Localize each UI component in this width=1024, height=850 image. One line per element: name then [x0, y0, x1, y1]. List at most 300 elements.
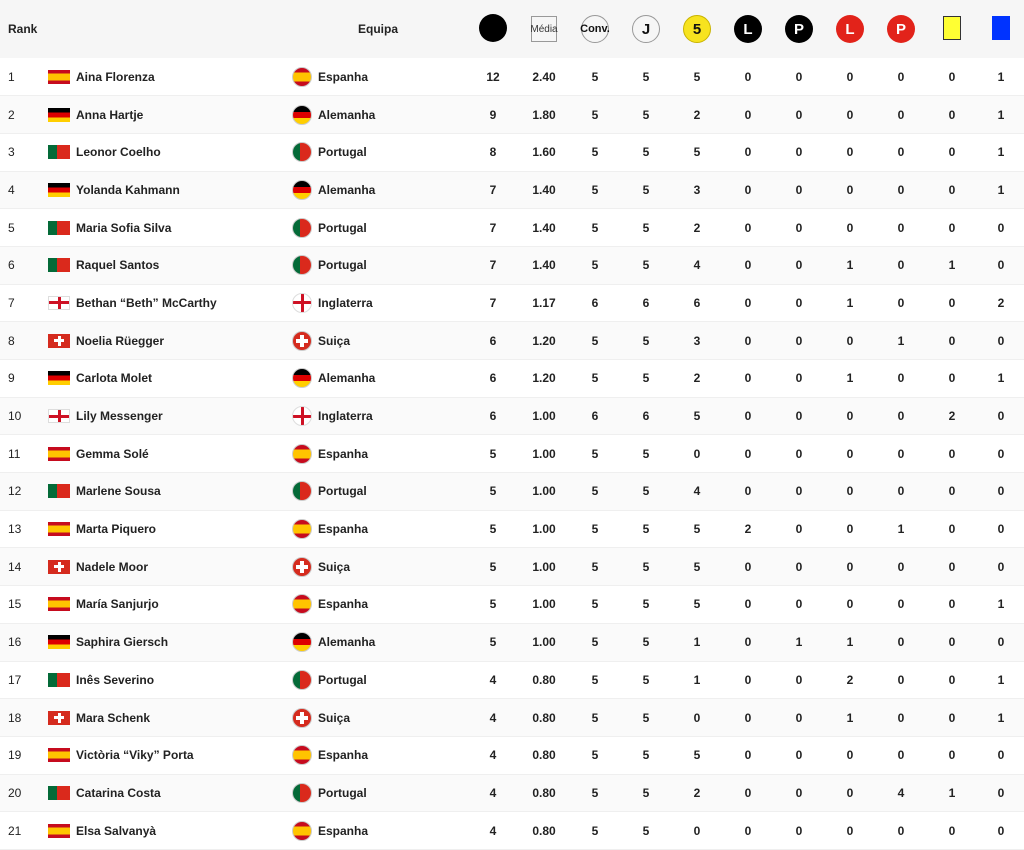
blue-card-icon: [992, 16, 1010, 40]
table-row: [0, 510, 1024, 548]
l-red-cell: 0: [824, 812, 876, 850]
p-red-cell: 4: [876, 774, 926, 812]
yellow-card-cell: 0: [926, 623, 978, 661]
five-cell: 1: [672, 623, 722, 661]
team-name[interactable]: Espanha: [318, 748, 369, 763]
games-cell: 5: [620, 510, 672, 548]
team-name[interactable]: Portugal: [318, 484, 367, 499]
p-red-cell: 1: [876, 510, 926, 548]
l-black-cell: 0: [722, 473, 774, 511]
p-black-cell: 0: [774, 812, 824, 850]
blue-card-cell: 2: [978, 284, 1024, 322]
goals-cell: 5: [468, 623, 518, 661]
p-black-cell: 0: [774, 284, 824, 322]
player-cell: [48, 623, 292, 661]
p-red-header[interactable]: [876, 0, 926, 58]
goals-cell: 8: [468, 133, 518, 171]
goals-cell: 5: [468, 586, 518, 624]
team-cell: [292, 322, 468, 360]
blue-card-cell: 0: [978, 774, 1024, 812]
l-red-cell: 0: [824, 133, 876, 171]
pt-team-flag-icon: [292, 783, 312, 803]
team-name[interactable]: Portugal: [318, 785, 367, 800]
player-cell: [48, 58, 292, 96]
team-name[interactable]: Alemanha: [318, 635, 376, 650]
p-black-header[interactable]: [774, 0, 824, 58]
media-icon: Média: [531, 16, 557, 42]
goals-cell: 12: [468, 58, 518, 96]
player-name[interactable]: Inês Severino: [76, 672, 155, 687]
pt-flag-icon: [48, 786, 70, 800]
l-red-cell: 0: [824, 209, 876, 247]
team-cell: [292, 133, 468, 171]
team-name[interactable]: Suiça: [318, 333, 351, 348]
player-cell: [48, 473, 292, 511]
games-cell: 5: [620, 548, 672, 586]
l-black-cell: 0: [722, 322, 774, 360]
team-cell: [292, 623, 468, 661]
player-name[interactable]: Marlene Sousa: [76, 484, 161, 499]
es-flag-icon: [48, 70, 70, 84]
es-team-flag-icon: [292, 594, 312, 614]
de-flag-icon: [48, 183, 70, 197]
goals-cell: 5: [468, 510, 518, 548]
team-name[interactable]: Espanha: [318, 597, 369, 612]
conv-cell: 5: [570, 699, 620, 737]
es-team-flag-icon: [292, 745, 312, 765]
team-header[interactable]: Equipa: [358, 22, 399, 36]
games-cell: 5: [620, 473, 672, 511]
team-name[interactable]: Espanha: [318, 69, 369, 84]
l-black-cell: 0: [722, 736, 774, 774]
rank-cell: 13: [0, 510, 48, 548]
goals-cell: 4: [468, 812, 518, 850]
p-red-icon: P: [887, 15, 915, 43]
blue-card-cell: 1: [978, 661, 1024, 699]
games-cell: 5: [620, 661, 672, 699]
team-name[interactable]: Alemanha: [318, 107, 376, 122]
en-flag-icon: [48, 409, 70, 423]
rank-cell: 6: [0, 246, 48, 284]
media-cell: 0.80: [518, 661, 570, 699]
table-row: [0, 812, 1024, 850]
team-cell: [292, 736, 468, 774]
rank-cell: 4: [0, 171, 48, 209]
goals-cell: 6: [468, 360, 518, 398]
l-red-cell: 1: [824, 699, 876, 737]
yellow-card-cell: 2: [926, 397, 978, 435]
blue-card-cell: 1: [978, 171, 1024, 209]
team-name[interactable]: Inglaterra: [318, 409, 373, 424]
yellow-card-cell: 0: [926, 58, 978, 96]
l-black-icon: L: [734, 15, 762, 43]
conv-cell: 5: [570, 548, 620, 586]
l-red-header[interactable]: [824, 0, 876, 58]
pt-team-flag-icon: [292, 255, 312, 275]
rank-cell: 15: [0, 586, 48, 624]
l-red-cell: 0: [824, 435, 876, 473]
header-row: [0, 0, 1024, 58]
blue-card-cell: 0: [978, 397, 1024, 435]
p-red-cell: 1: [876, 322, 926, 360]
goals-header[interactable]: [468, 0, 518, 58]
table-row: [0, 209, 1024, 247]
yellow-card-cell: 0: [926, 661, 978, 699]
games-cell: 5: [620, 586, 672, 624]
table-row: [0, 322, 1024, 360]
blue-card-cell: 1: [978, 360, 1024, 398]
rank-cell: 14: [0, 548, 48, 586]
p-red-cell: 0: [876, 360, 926, 398]
conv-cell: 5: [570, 661, 620, 699]
p-red-cell: 0: [876, 812, 926, 850]
l-black-cell: 0: [722, 699, 774, 737]
ch-flag-icon: [48, 560, 70, 574]
games-cell: 5: [620, 812, 672, 850]
blue-card-cell: 1: [978, 586, 1024, 624]
p-red-cell: 0: [876, 699, 926, 737]
table-row: [0, 435, 1024, 473]
p-black-cell: 0: [774, 774, 824, 812]
five-cell: 0: [672, 435, 722, 473]
player-cell: [48, 171, 292, 209]
l-red-cell: 2: [824, 661, 876, 699]
es-flag-icon: [48, 447, 70, 461]
en-team-flag-icon: [292, 406, 312, 426]
goals-icon: [479, 14, 507, 42]
p-black-cell: 0: [774, 360, 824, 398]
l-red-cell: 0: [824, 171, 876, 209]
team-name[interactable]: Suiça: [318, 559, 351, 574]
conv-cell: 5: [570, 736, 620, 774]
player-cell: [48, 397, 292, 435]
team-cell: [292, 586, 468, 624]
player-name[interactable]: Raquel Santos: [76, 258, 160, 273]
l-red-cell: 0: [824, 473, 876, 511]
games-cell: 5: [620, 171, 672, 209]
de-flag-icon: [48, 371, 70, 385]
table-row: [0, 623, 1024, 661]
games-cell: 5: [620, 360, 672, 398]
rank-cell: 19: [0, 736, 48, 774]
goals-cell: 4: [468, 661, 518, 699]
conv-cell: 5: [570, 812, 620, 850]
media-cell: 1.00: [518, 623, 570, 661]
five-cell: 3: [672, 322, 722, 360]
five-cell: 0: [672, 812, 722, 850]
goals-cell: 7: [468, 246, 518, 284]
team-name[interactable]: Alemanha: [318, 182, 376, 197]
player-name[interactable]: Anna Hartje: [76, 107, 144, 122]
player-name[interactable]: Bethan “Beth” McCarthy: [76, 295, 217, 310]
p-red-cell: 0: [876, 284, 926, 322]
five-cell: 5: [672, 736, 722, 774]
games-header[interactable]: [620, 0, 672, 58]
team-name[interactable]: Portugal: [318, 258, 367, 273]
yellow-card-header[interactable]: [926, 0, 978, 58]
rank-cell: 11: [0, 435, 48, 473]
es-team-flag-icon: [292, 67, 312, 87]
l-red-cell: 0: [824, 96, 876, 134]
es-flag-icon: [48, 824, 70, 838]
team-name[interactable]: Espanha: [318, 446, 369, 461]
five-cell: 5: [672, 58, 722, 96]
team-name[interactable]: Portugal: [318, 220, 367, 235]
conversions-icon: Conv.: [581, 15, 609, 43]
table-row: [0, 473, 1024, 511]
blue-card-cell: 0: [978, 209, 1024, 247]
player-name[interactable]: Aina Florenza: [76, 69, 155, 84]
p-black-cell: 0: [774, 322, 824, 360]
conv-cell: 5: [570, 322, 620, 360]
rank-cell: 10: [0, 397, 48, 435]
conv-cell: 5: [570, 58, 620, 96]
rank-cell: 2: [0, 96, 48, 134]
conv-cell: 5: [570, 510, 620, 548]
yellow-card-cell: 0: [926, 699, 978, 737]
ch-flag-icon: [48, 711, 70, 725]
conv-header[interactable]: [570, 0, 620, 58]
table-row: [0, 586, 1024, 624]
team-name[interactable]: Espanha: [318, 823, 369, 838]
media-cell: 0.80: [518, 774, 570, 812]
pt-team-flag-icon: [292, 481, 312, 501]
pt-flag-icon: [48, 484, 70, 498]
table-row: [0, 284, 1024, 322]
p-black-cell: 0: [774, 548, 824, 586]
p-black-cell: 0: [774, 586, 824, 624]
pt-flag-icon: [48, 221, 70, 235]
five-cell: 5: [672, 548, 722, 586]
ch-team-flag-icon: [292, 557, 312, 577]
p-red-cell: 0: [876, 435, 926, 473]
l-red-cell: 0: [824, 774, 876, 812]
goals-cell: 4: [468, 699, 518, 737]
five-cell: 5: [672, 133, 722, 171]
player-cell: [48, 774, 292, 812]
team-cell: [292, 548, 468, 586]
p-black-cell: 0: [774, 96, 824, 134]
team-name[interactable]: Inglaterra: [318, 295, 373, 310]
p-black-cell: 0: [774, 133, 824, 171]
conv-cell: 5: [570, 473, 620, 511]
player-name[interactable]: Saphira Giersch: [76, 635, 169, 650]
rank-cell: 17: [0, 661, 48, 699]
media-cell: 0.80: [518, 699, 570, 737]
team-cell: [292, 397, 468, 435]
media-cell: 1.20: [518, 360, 570, 398]
blue-card-cell: 0: [978, 548, 1024, 586]
goals-cell: 6: [468, 322, 518, 360]
l-black-cell: 0: [722, 435, 774, 473]
player-name[interactable]: Nadele Moor: [76, 559, 149, 574]
five-icon: 5: [683, 15, 711, 43]
games-cell: 5: [620, 623, 672, 661]
blue-card-cell: 0: [978, 435, 1024, 473]
pt-team-flag-icon: [292, 218, 312, 238]
team-cell: [292, 812, 468, 850]
goals-cell: 6: [468, 397, 518, 435]
games-cell: 6: [620, 284, 672, 322]
de-team-flag-icon: [292, 180, 312, 200]
l-black-cell: 0: [722, 586, 774, 624]
ch-team-flag-icon: [292, 331, 312, 351]
player-name[interactable]: Mara Schenk: [76, 710, 151, 725]
es-team-flag-icon: [292, 519, 312, 539]
p-black-cell: 0: [774, 661, 824, 699]
five-cell: 6: [672, 284, 722, 322]
media-cell: 1.00: [518, 510, 570, 548]
es-team-flag-icon: [292, 444, 312, 464]
player-name[interactable]: Carlota Molet: [76, 371, 153, 386]
team-name[interactable]: Espanha: [318, 522, 369, 537]
en-team-flag-icon: [292, 293, 312, 313]
player-cell: [48, 586, 292, 624]
player-header: [48, 0, 292, 58]
media-header[interactable]: [518, 0, 570, 58]
player-name[interactable]: Marta Piquero: [76, 522, 157, 537]
p-black-cell: 0: [774, 171, 824, 209]
yellow-card-cell: 0: [926, 548, 978, 586]
l-red-cell: 0: [824, 397, 876, 435]
p-red-cell: 0: [876, 246, 926, 284]
p-black-cell: 0: [774, 736, 824, 774]
media-cell: 2.40: [518, 58, 570, 96]
l-black-cell: 0: [722, 812, 774, 850]
l-black-cell: 0: [722, 133, 774, 171]
media-cell: 1.60: [518, 133, 570, 171]
pt-team-flag-icon: [292, 142, 312, 162]
player-name[interactable]: Lily Messenger: [76, 409, 163, 424]
p-black-cell: 0: [774, 435, 824, 473]
blue-card-header[interactable]: [978, 0, 1024, 58]
player-name[interactable]: Leonor Coelho: [76, 145, 161, 160]
conv-cell: 5: [570, 133, 620, 171]
blue-card-cell: 1: [978, 133, 1024, 171]
conv-cell: 5: [570, 586, 620, 624]
media-cell: 1.40: [518, 209, 570, 247]
table-row: [0, 133, 1024, 171]
team-name[interactable]: Alemanha: [318, 371, 376, 386]
goals-cell: 5: [468, 548, 518, 586]
games-cell: 5: [620, 435, 672, 473]
l-black-cell: 0: [722, 246, 774, 284]
media-cell: 1.17: [518, 284, 570, 322]
player-cell: [48, 699, 292, 737]
player-name[interactable]: Victòria “Viky” Porta: [76, 748, 194, 763]
five-header[interactable]: [672, 0, 722, 58]
blue-card-cell: 0: [978, 473, 1024, 511]
games-cell: 5: [620, 774, 672, 812]
games-cell: 5: [620, 322, 672, 360]
p-red-cell: 0: [876, 623, 926, 661]
five-cell: 2: [672, 209, 722, 247]
rank-cell: 5: [0, 209, 48, 247]
goals-cell: 7: [468, 209, 518, 247]
player-name[interactable]: Catarina Costa: [76, 785, 161, 800]
l-black-cell: 0: [722, 284, 774, 322]
de-flag-icon: [48, 635, 70, 649]
games-cell: 5: [620, 246, 672, 284]
yellow-card-cell: 0: [926, 473, 978, 511]
five-cell: 1: [672, 661, 722, 699]
player-cell: [48, 96, 292, 134]
p-red-cell: 0: [876, 473, 926, 511]
p-red-cell: 0: [876, 661, 926, 699]
team-cell: [292, 435, 468, 473]
team-cell: [292, 699, 468, 737]
team-cell: [292, 246, 468, 284]
blue-card-cell: 0: [978, 322, 1024, 360]
media-cell: 1.40: [518, 246, 570, 284]
team-cell: [292, 774, 468, 812]
rank-cell: 3: [0, 133, 48, 171]
goals-cell: 7: [468, 171, 518, 209]
l-black-cell: 0: [722, 623, 774, 661]
blue-card-cell: 0: [978, 510, 1024, 548]
media-cell: 0.80: [518, 736, 570, 774]
l-black-cell: 2: [722, 510, 774, 548]
goals-cell: 9: [468, 96, 518, 134]
player-name[interactable]: Maria Sofia Silva: [76, 220, 172, 235]
p-red-cell: 0: [876, 586, 926, 624]
p-black-cell: 0: [774, 397, 824, 435]
player-name[interactable]: Gemma Solé: [76, 446, 149, 461]
player-name[interactable]: Noelia Rüegger: [76, 333, 165, 348]
goals-cell: 4: [468, 774, 518, 812]
five-cell: 2: [672, 96, 722, 134]
player-name[interactable]: Yolanda Kahmann: [76, 182, 180, 197]
player-cell: [48, 435, 292, 473]
rank-header[interactable]: Rank: [8, 22, 38, 36]
p-red-cell: 0: [876, 58, 926, 96]
rank-cell: 9: [0, 360, 48, 398]
conv-cell: 6: [570, 397, 620, 435]
es-flag-icon: [48, 748, 70, 762]
yellow-card-cell: 0: [926, 322, 978, 360]
media-cell: 1.00: [518, 397, 570, 435]
five-cell: 5: [672, 510, 722, 548]
player-cell: [48, 736, 292, 774]
table-row: [0, 246, 1024, 284]
goals-cell: 7: [468, 284, 518, 322]
l-black-cell: 0: [722, 360, 774, 398]
p-red-cell: 0: [876, 171, 926, 209]
conv-cell: 5: [570, 171, 620, 209]
de-team-flag-icon: [292, 632, 312, 652]
player-cell: [48, 661, 292, 699]
blue-card-cell: 1: [978, 58, 1024, 96]
team-cell: [292, 661, 468, 699]
l-black-header[interactable]: [722, 0, 774, 58]
pt-team-flag-icon: [292, 670, 312, 690]
player-cell: [48, 246, 292, 284]
de-team-flag-icon: [292, 105, 312, 125]
l-red-cell: 0: [824, 586, 876, 624]
l-red-cell: 1: [824, 623, 876, 661]
player-name[interactable]: María Sanjurjo: [76, 597, 159, 612]
team-name[interactable]: Suiça: [318, 710, 351, 725]
team-name[interactable]: Portugal: [318, 145, 367, 160]
en-flag-icon: [48, 296, 70, 310]
rank-cell: 1: [0, 58, 48, 96]
games-icon: J: [632, 15, 660, 43]
p-black-icon: P: [785, 15, 813, 43]
five-cell: 3: [672, 171, 722, 209]
team-name[interactable]: Portugal: [318, 672, 367, 687]
five-cell: 4: [672, 473, 722, 511]
player-name[interactable]: Elsa Salvanyà: [76, 823, 157, 838]
